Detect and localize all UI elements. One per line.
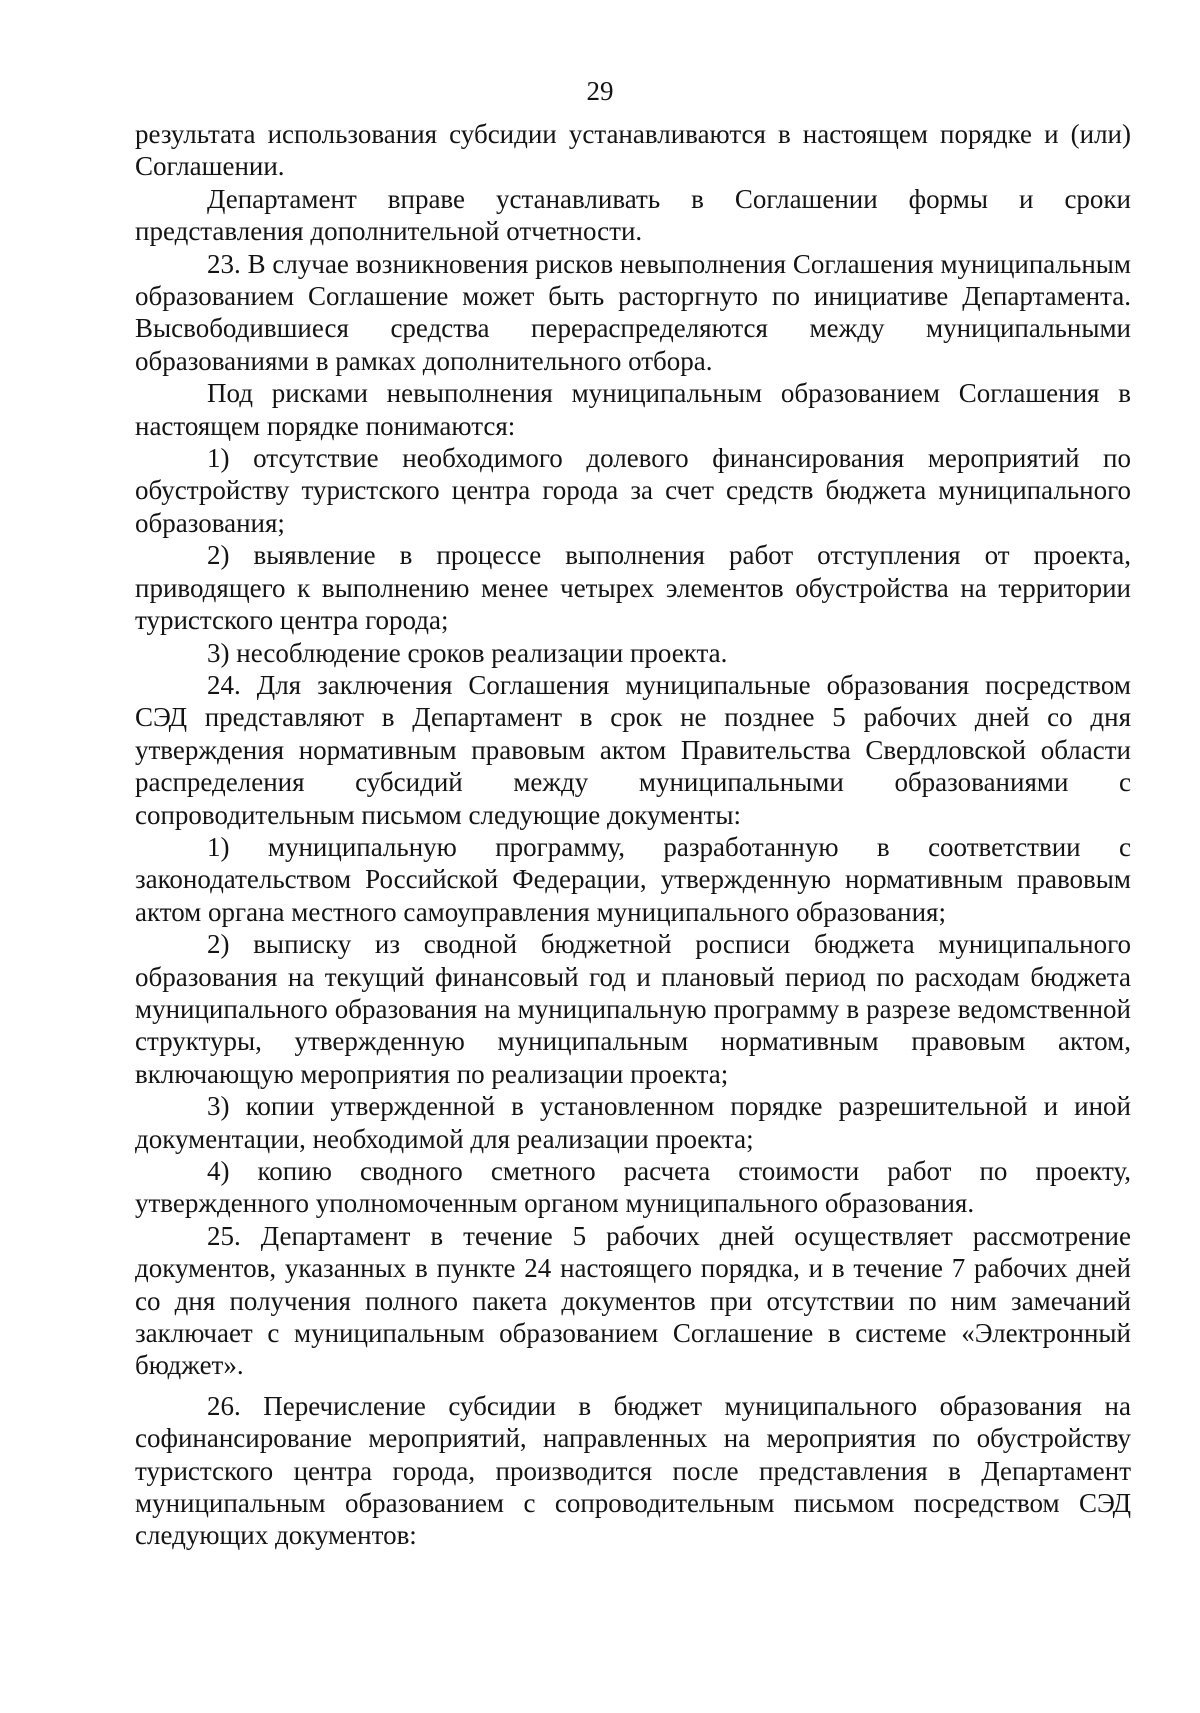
page-number: 29 bbox=[586, 76, 614, 106]
paragraph-23: 23. В случае возникновения рисков невыполнения Соглашения муниципальным образованием Соглашение может быть расторгнуто по инициативе Департамента. Высвободившиеся средства перераспределяются между муниципальными образованиями в рамках дополнительного отбора. bbox=[135, 248, 1131, 376]
paragraph-additional-reporting: Департамент вправе устанавливать в Соглашении формы и сроки представления дополнительной отчетности. bbox=[135, 183, 1131, 247]
list-item-document-2: 2) выписку из сводной бюджетной росписи бюджета муниципального образования на текущий финансовый год и плановый период по расходам бюджета муниципального образования на муниципальную программу в разрезе ведомственной структуры, утвержденную муниципальным нормативным правовым актом, включающую мероприятия по реализации проекта; bbox=[135, 929, 1131, 1089]
paragraph-risks-intro: Под рисками невыполнения муниципальным образованием Соглашения в настоящем порядке понимаются: bbox=[135, 378, 1131, 441]
list-item-document-1: 1) муниципальную программу, разработанную в соответствии с законодательством Российской Федерации, утвержденную нормативным правовым актом органа местного самоуправления муниципального образования; bbox=[135, 831, 1131, 927]
list-item-document-4: 4) копию сводного сметного расчета стоимости работ по проекту, утвержденного уполномоченным органом муниципального образования. bbox=[135, 1156, 1131, 1219]
list-item-risk-2: 2) выявление в процессе выполнения работ отступления от проекта, приводящего к выполнению менее четырех элементов обустройства на территории туристского центра города; bbox=[135, 540, 1131, 636]
paragraph-26: 26. Перечисление субсидии в бюджет муниципального образования на софинансирование мероприятий, направленных на мероприятия по обустройству туристского центра города, производится после представления в Департамент муниципальным образованием с сопроводительным письмом посредством СЭД следующих документов: bbox=[135, 1390, 1131, 1551]
list-item-document-3: 3) копии утвержденной в установленном порядке разрешительной и иной документации, необходимой для реализации проекта; bbox=[135, 1091, 1131, 1154]
list-item-risk-3: 3) несоблюдение сроков реализации проекта. bbox=[207, 637, 728, 668]
list-item-risk-1: 1) отсутствие необходимого долевого финансирования мероприятий по обустройству туристского центра города за счет средств бюджета муниципального образования; bbox=[135, 443, 1131, 538]
document-body bbox=[135, 118, 1131, 1552]
paragraph-24: 24. Для заключения Соглашения муниципальные образования посредством СЭД представляют в Департамент в срок не позднее 5 рабочих дней со дня утверждения нормативным правовым актом Правительства Свердловской области распределения субсидий между муниципальными образованиями с сопроводительным письмом следующие документы: bbox=[135, 669, 1131, 830]
paragraph-continuation: результата использования субсидии устанавливаются в настоящем порядке и (или) Соглашении. bbox=[135, 119, 1131, 182]
paragraph-25: 25. Департамент в течение 5 рабочих дней осуществляет рассмотрение документов, указанных в пункте 24 настоящего порядка, и в течение 7 рабочих дней со дня получения полного пакета документов при отсутствии по ним замечаний заключает с муниципальным образованием Соглашение в системе «Электронный бюджет». bbox=[135, 1220, 1131, 1381]
